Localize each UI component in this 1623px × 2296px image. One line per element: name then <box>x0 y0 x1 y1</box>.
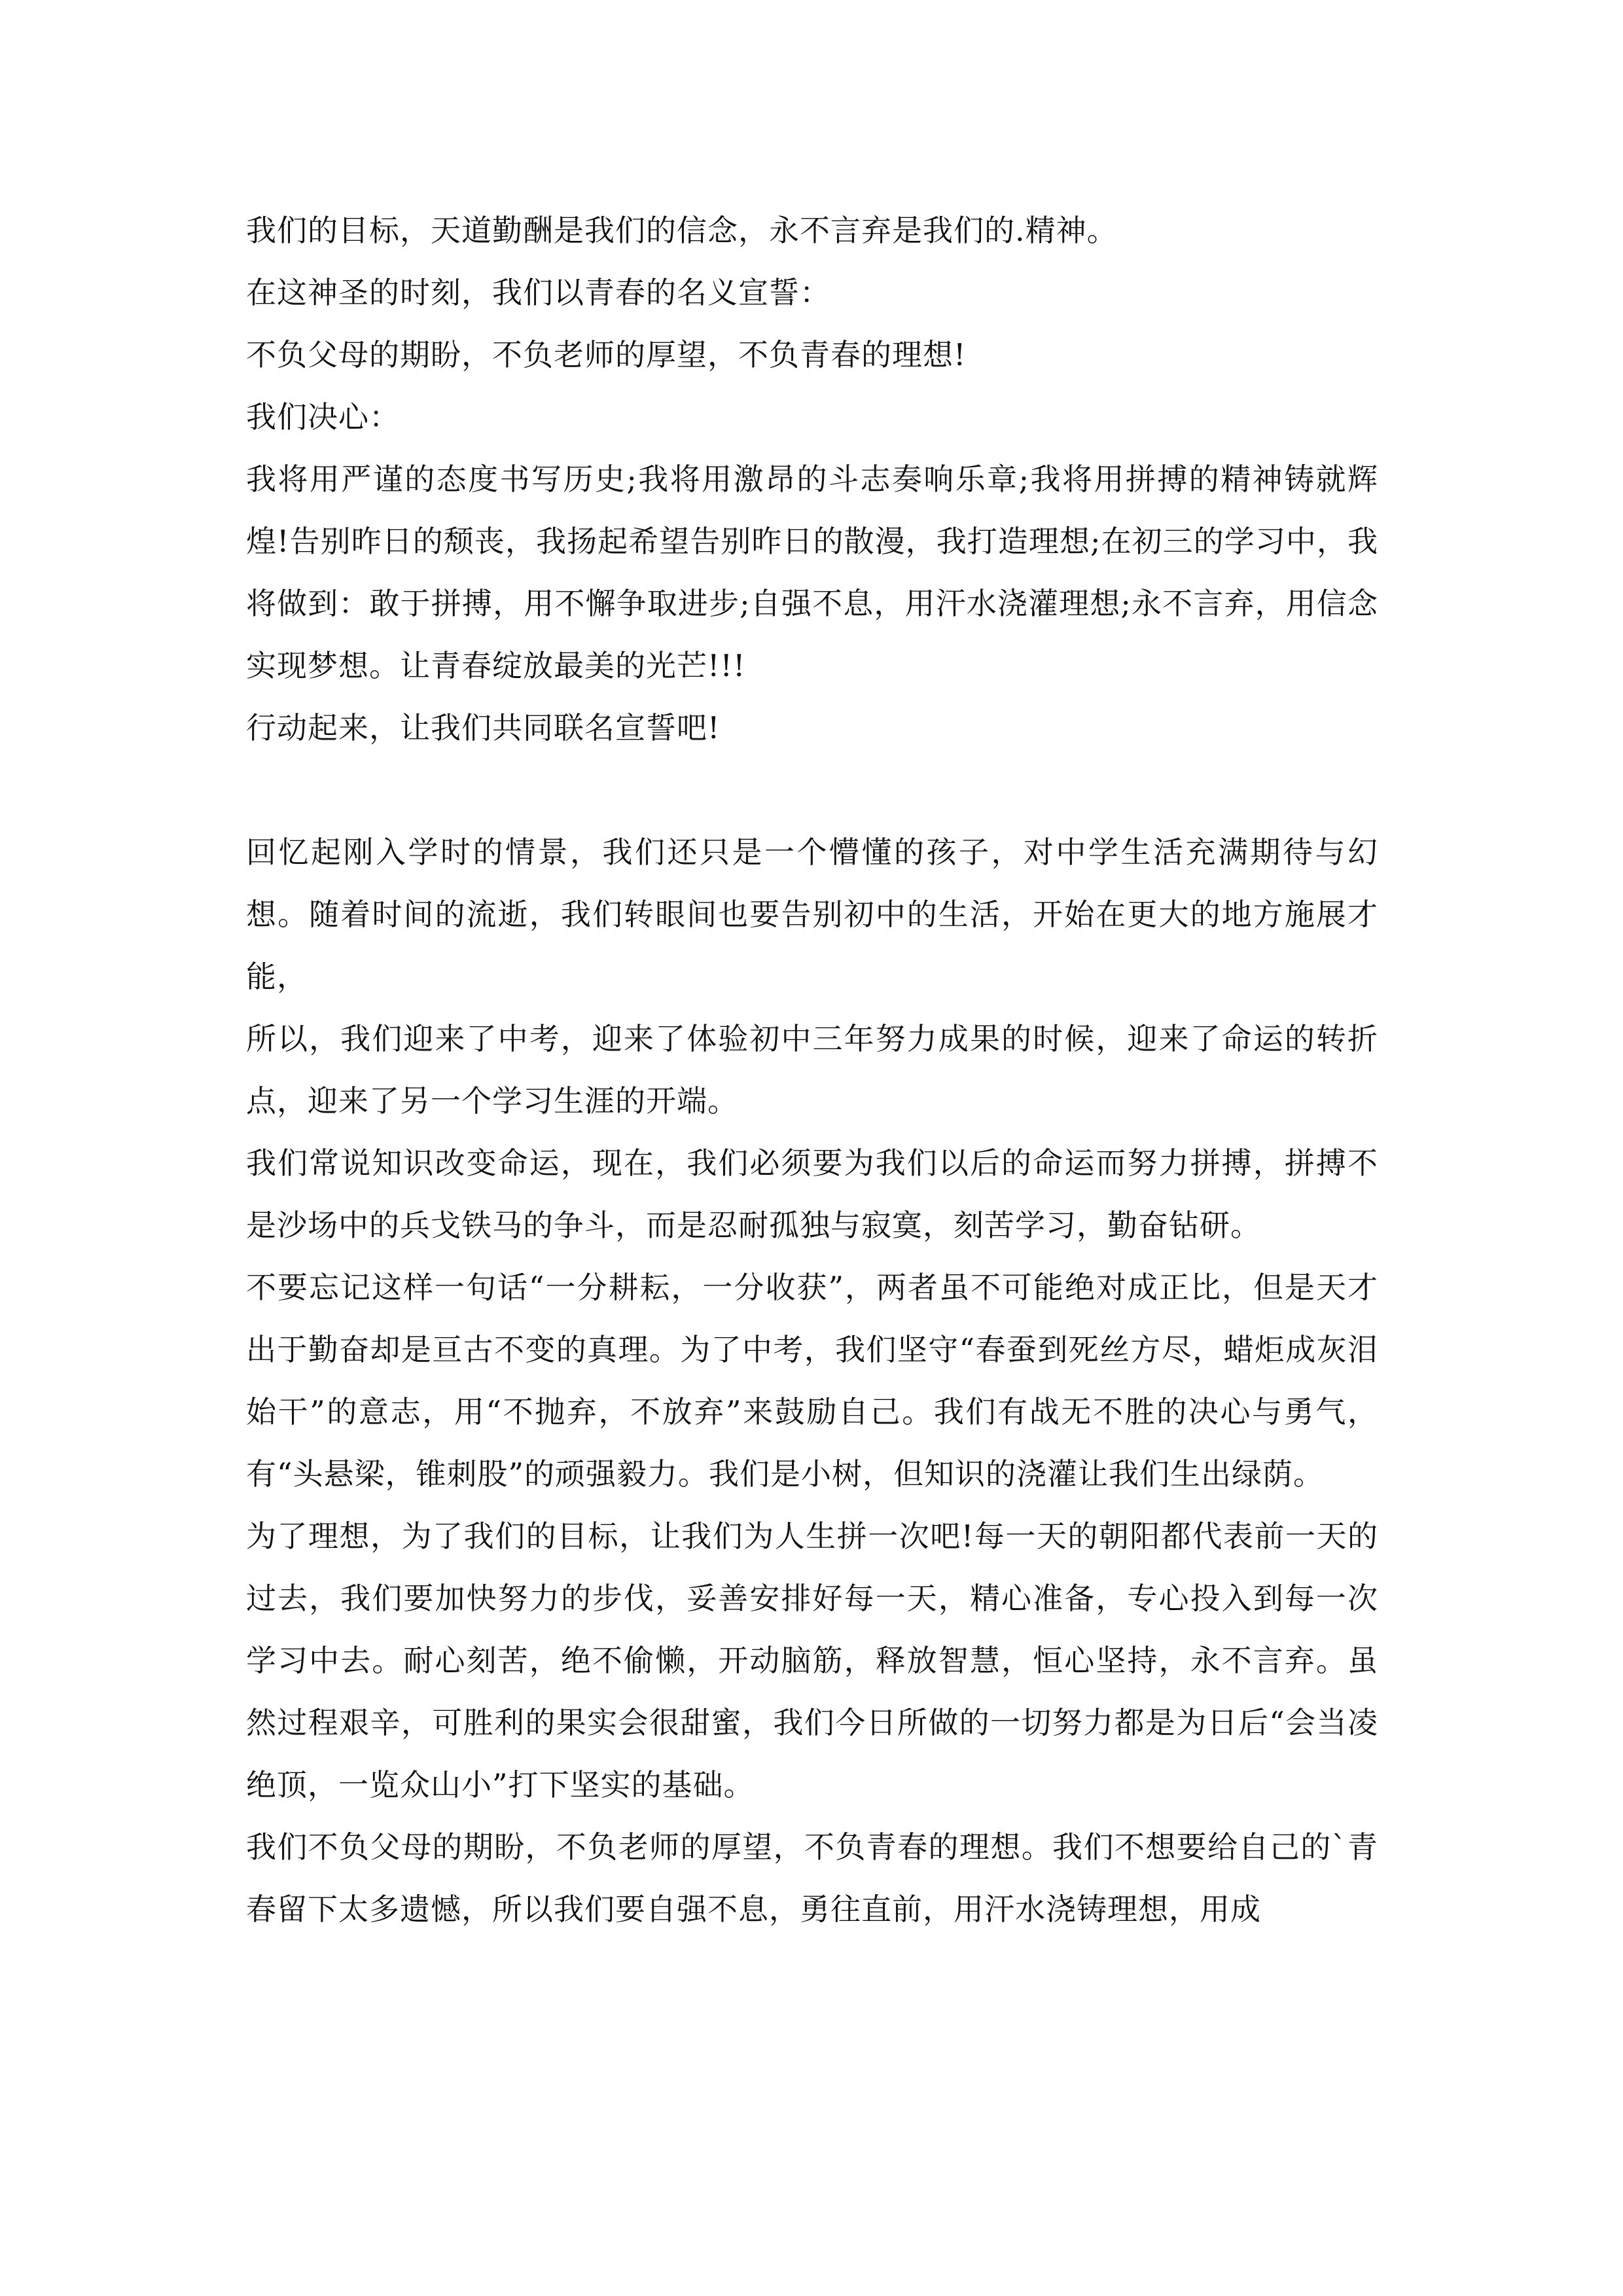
paragraph-9: 我们常说知识改变命运，现在，我们必须要为我们以后的命运而努力拼搏，拼搏不是沙场中的兵戈铁马的争斗，而是忍耐孤独与寂寞，刻苦学习，勤奋钻研。 <box>246 1145 1378 1243</box>
paragraph-7: 回忆起刚入学时的情景，我们还只是一个懵懂的孩子，对中学生活充满期待与幻想。随着时间的流逝，我们转眼间也要告别初中的生活，开始在更大的地方施展才能， <box>246 834 1378 994</box>
paragraph-11: 为了理想，为了我们的目标，让我们为人生拼一次吧!每一天的朝阳都代表前一天的过去，我们要加快努力的步伐，妥善安排好每一天，精心准备，专心投入到每一次学习中去。耐心刻苦，绝不偷懒，开动脑筋，释放智慧，恒心坚持，永不言弃。虽然过程艰辛，可胜利的果实会很甜蜜，我们今日所做的一切努力都是为日后“会当凌绝顶，一览众山小”打下坚实的基础。 <box>246 1518 1378 1803</box>
paragraph-6: 行动起来，让我们共同联名宣誓吧! <box>246 710 721 745</box>
paragraph-4: 我们决心： <box>246 399 400 435</box>
paragraph-5: 我将用严谨的态度书写历史;我将用激昂的斗志奏响乐章;我将用拼搏的精神铸就辉煌!告别昨日的颓丧，我扬起希望告别昨日的散漫，我打造理想;在初三的学习中，我将做到：敢于拼搏，用不懈争取进步;自强不息，用汗水浇灌理想;永不言弃，用信念实现梦想。让青春绽放最美的光芒!!! <box>246 461 1378 683</box>
paragraph-10: 不要忘记这样一句话“一分耕耘，一分收获”，两者虽不可能绝对成正比，但是天才出于勤奋却是亘古不变的真理。为了中考，我们坚守“春蚕到死丝方尽，蜡炬成灰泪始干”的意志，用“不抛弃，不放弃”来鼓励自己。我们有战无不胜的决心与勇气，有“头悬梁，锥刺股”的顽强毅力。我们是小树，但知识的浇灌让我们生出绿荫。 <box>246 1270 1378 1492</box>
paragraph-2: 在这神圣的时刻，我们以青春的名义宣誓： <box>246 275 830 310</box>
paragraph-12: 我们不负父母的期盼，不负老师的厚望，不负青春的理想。我们不想要给自己的`青春留下太多遗憾，所以我们要自强不息，勇往直前，用汗水浇铸理想，用成 <box>246 1829 1378 1927</box>
section-gap <box>246 759 1378 821</box>
paragraph-8: 所以，我们迎来了中考，迎来了体验初中三年努力成果的时候，迎来了命运的转折点，迎来了另一个学习生涯的开端。 <box>246 1021 1378 1119</box>
document-body <box>246 200 1378 1941</box>
paragraph-3: 不负父母的期盼，不负老师的厚望，不负青春的理想! <box>246 337 967 372</box>
paragraph-1: 我们的目标，天道勤酬是我们的信念，永不言弃是我们的.精神。 <box>246 213 1118 248</box>
